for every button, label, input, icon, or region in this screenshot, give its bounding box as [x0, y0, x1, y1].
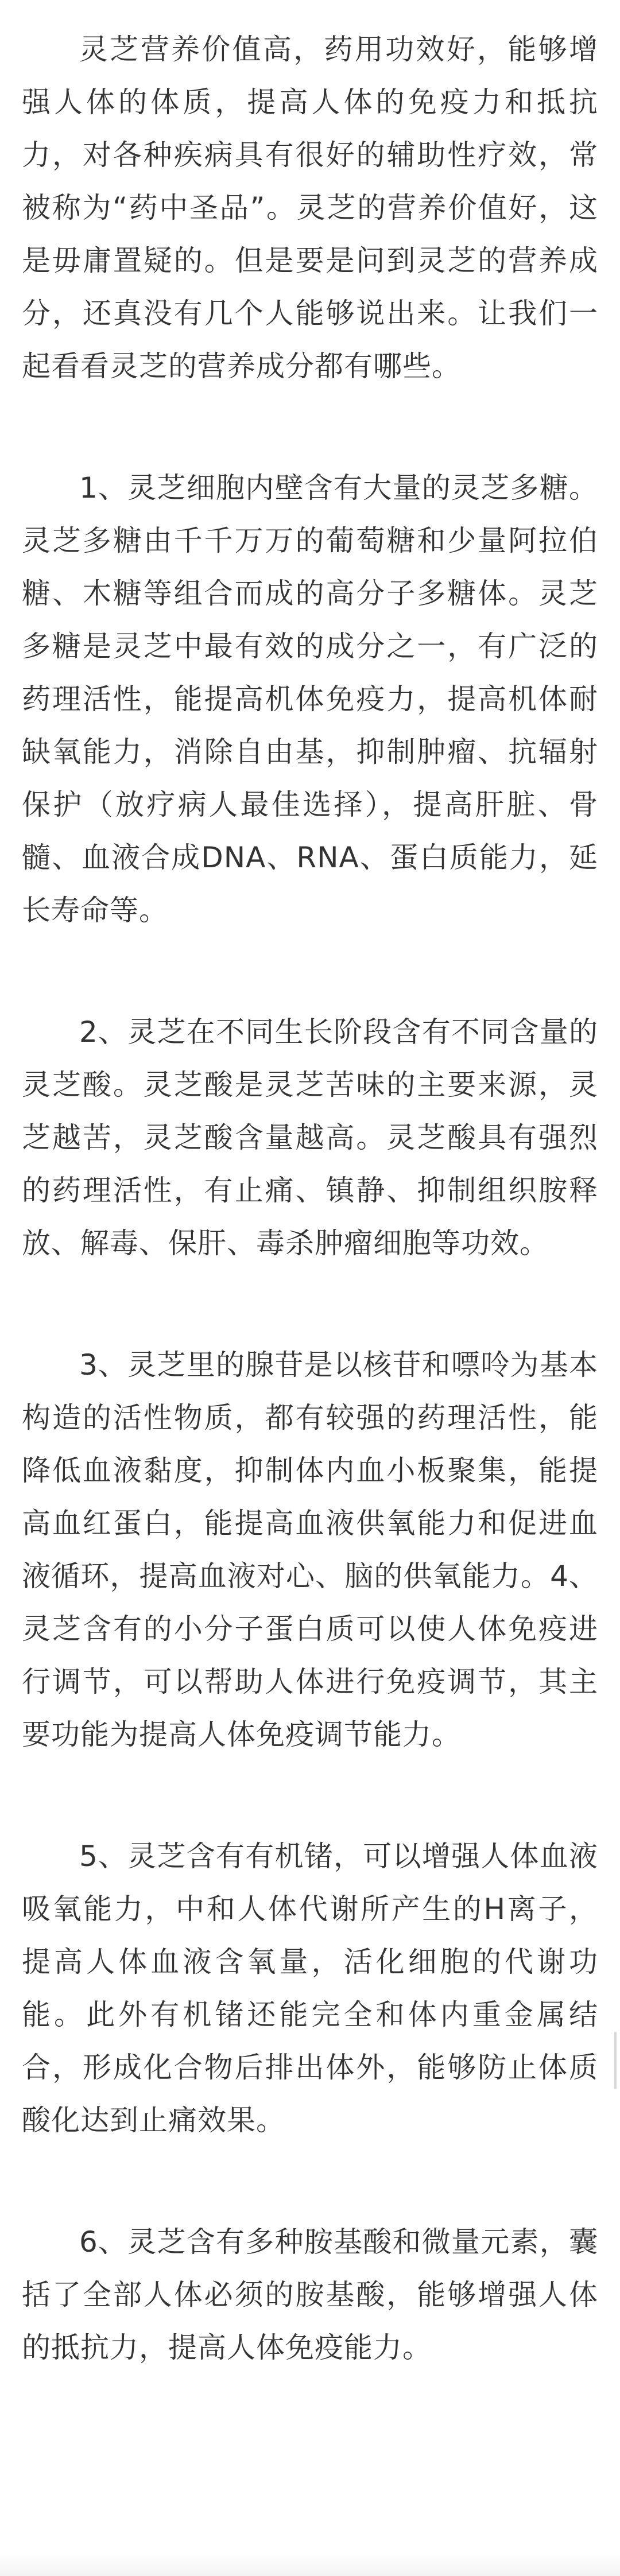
- paragraph-organic-germanium: 5、灵芝含有有机锗，可以增强人体血液吸氧能力，中和人体代谢所产生的H离子， 提高人体血液含氧量，活化细胞的代谢功能。此外有机锗还能完全和体内重金属结合，形成化合物后排出体外，能够防止体质酸化达到止痛效果。: [22, 1840, 598, 2137]
- scrollbar-thumb[interactable]: [614, 2032, 617, 2089]
- paragraph-polysaccharide: 1、灵芝细胞内壁含有大量的灵芝多糖。灵芝多糖由千千万万的葡萄糖和少量阿拉伯糖、木糖等组合而成的高分子多糖体。灵芝多糖是灵芝中最有效的成分之一，有广泛的药理活性，能提高机体免疫力，提高机体耐缺氧能力，消除自由基，抑制肿瘤、抗辐射保护（放疗病人最佳选择），提高肝脏、骨髓、血液合成DNA、RNA、蛋白质能力，延长寿命等。: [22, 471, 598, 927]
- article-body: [22, 23, 598, 2374]
- bottom-fade-divider: [0, 2553, 620, 2576]
- paragraph-ganoderic-acid: 2、灵芝在不同生长阶段含有不同含量的灵芝酸。灵芝酸是灵芝苦味的主要来源，灵芝越苦，灵芝酸含量越高。灵芝酸具有强烈的药理活性，有止痛、镇静、抑制组织胺释放、解毒、保肝、毒杀肿瘤细胞等功效。: [22, 1015, 598, 1260]
- intro-paragraph: 灵芝营养价值高，药用功效好，能够增强人体的体质，提高人体的免疫力和抵抗力，对各种疾病具有很好的辅助性疗效，常被称为“药中圣品”。灵芝的营养价值好，这是毋庸置疑的。但是要是问到灵芝的营养成分，还真没有几个人能够说出来。让我们一起看看灵芝的营养成分都有哪些。: [22, 33, 598, 383]
- paragraph-adenosine-protein: 3、灵芝里的腺苷是以核苷和嘌呤为基本构造的活性物质，都有较强的药理活性，能降低血液黏度，抑制体内血小板聚集，能提高血红蛋白，能提高血液供氧能力和促进血液循环，提高血液对心、脑的供氧能力。4、灵芝含有的小分子蛋白质可以使人体免疫进行调节，可以帮助人体进行免疫调节，其主要功能为提高人体免疫调节能力。: [22, 1348, 598, 1751]
- paragraph-amino-acids: 6、灵芝含有多种胺基酸和微量元素，囊括了全部人体必须的胺基酸，能够增强人体的抵抗力，提高人体免疫能力。: [22, 2225, 598, 2364]
